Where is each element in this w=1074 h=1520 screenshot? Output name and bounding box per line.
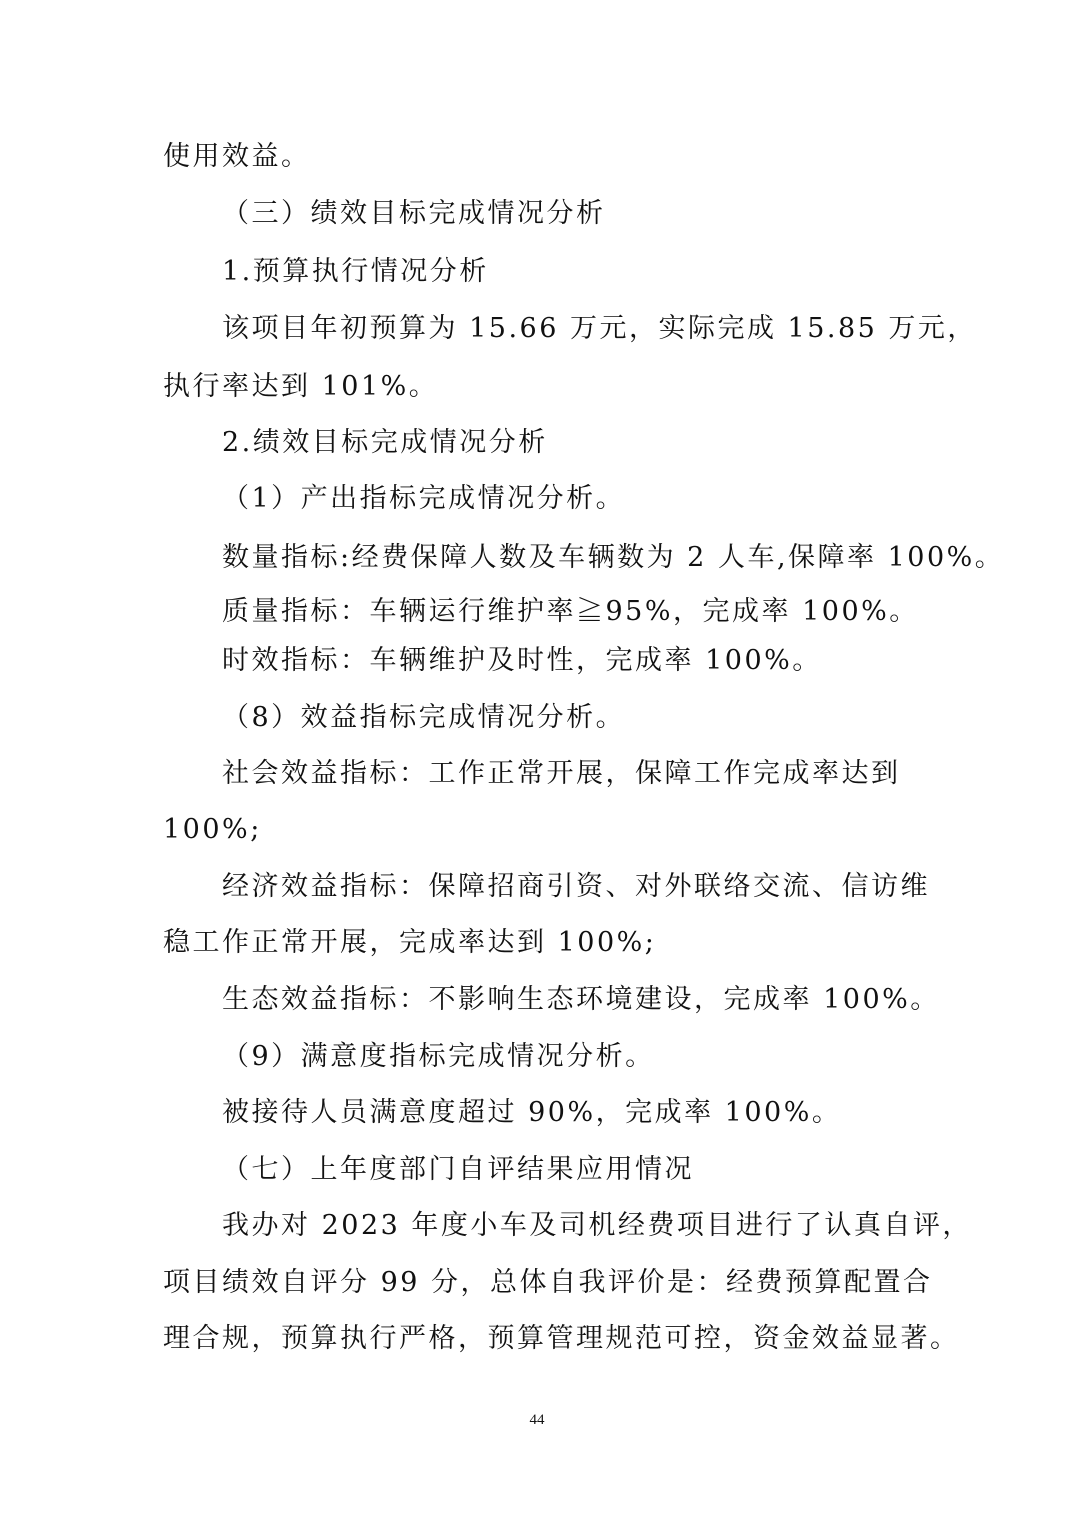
text-line: 稳工作正常开展，完成率达到 100%; bbox=[163, 927, 657, 958]
text-line: 时效指标：车辆维护及时性，完成率 100%。 bbox=[222, 645, 822, 676]
text-line: 100%; bbox=[163, 814, 262, 845]
sub-item-heading: （8）效益指标完成情况分析。 bbox=[222, 702, 626, 733]
sub-item-heading: （1）产出指标完成情况分析。 bbox=[222, 483, 626, 514]
text-line: 理合规，预算执行严格，预算管理规范可控，资金效益显著。 bbox=[163, 1323, 960, 1354]
text-line: 被接待人员满意度超过 90%，完成率 100%。 bbox=[222, 1097, 842, 1128]
text-line: 生态效益指标：不影响生态环境建设，完成率 100%。 bbox=[222, 984, 940, 1015]
section-heading: （三）绩效目标完成情况分析 bbox=[222, 198, 606, 229]
text-line: 使用效益。 bbox=[163, 141, 311, 172]
text-line: 经济效益指标：保障招商引资、对外联络交流、信访维 bbox=[222, 871, 930, 902]
section-heading: （七）上年度部门自评结果应用情况 bbox=[222, 1154, 694, 1185]
text-line: 我办对 2023 年度小车及司机经费项目进行了认真自评， bbox=[222, 1210, 972, 1241]
text-line: 数量指标:经费保障人数及车辆数为 2 人车,保障率 100%。 bbox=[222, 542, 1005, 573]
text-line: 该项目年初预算为 15.66 万元，实际完成 15.85 万元， bbox=[222, 313, 977, 344]
sub-item-heading: （9）满意度指标完成情况分析。 bbox=[222, 1041, 655, 1072]
text-line: 项目绩效自评分 99 分，总体自我评价是：经费预算配置合 bbox=[163, 1267, 933, 1298]
text-line: 质量指标：车辆运行维护率≧95%，完成率 100%。 bbox=[222, 596, 919, 627]
page-number: 44 bbox=[529, 1412, 545, 1428]
subsection-heading: 2.绩效目标完成情况分析 bbox=[222, 427, 548, 458]
subsection-heading: 1.预算执行情况分析 bbox=[222, 256, 489, 287]
text-line: 社会效益指标：工作正常开展，保障工作完成率达到 bbox=[222, 758, 901, 789]
text-line: 执行率达到 101%。 bbox=[163, 371, 439, 402]
